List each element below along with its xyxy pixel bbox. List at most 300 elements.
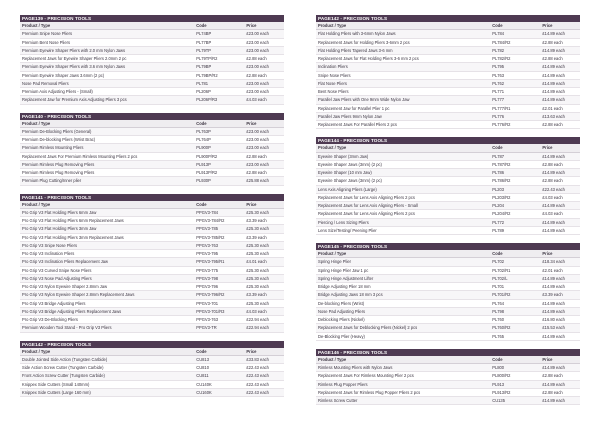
header-price: Price — [540, 144, 580, 152]
price-cell: £3.39 each — [540, 291, 580, 299]
price-cell: £25.30 each — [244, 274, 284, 282]
table-row — [20, 208, 284, 216]
code-cell: PL777/R1 — [490, 104, 540, 112]
header-product: Product / Type — [20, 120, 194, 128]
code-cell: PL203 — [490, 185, 540, 193]
table-row — [20, 144, 284, 152]
code-cell: PL77BP — [194, 38, 244, 46]
table-header-row — [316, 144, 580, 152]
price-cell: £2.88 each — [244, 71, 284, 79]
table-row — [20, 241, 284, 249]
header-price: Price — [244, 201, 284, 209]
table-header-row — [316, 22, 580, 30]
code-cell: PL786 — [490, 169, 540, 177]
code-cell: PL701 — [490, 283, 540, 291]
code-cell: PL771 — [490, 88, 540, 96]
product-cell: Nose Pad Adjusting Pliers — [316, 307, 490, 315]
table-row — [20, 46, 284, 54]
price-section — [316, 137, 580, 235]
product-cell: Rimless Plug Popper Pliers — [316, 380, 490, 388]
price-cell: £2.88 each — [540, 177, 580, 185]
table-row — [316, 266, 580, 274]
header-code: Code — [194, 348, 244, 356]
table-row — [20, 372, 284, 380]
price-cell: £23.00 each — [244, 160, 284, 168]
price-cell: £2.01 each — [540, 266, 580, 274]
price-section — [20, 113, 284, 186]
price-cell: £14.89 each — [540, 397, 580, 405]
code-cell: PPGV3-785/R2 — [194, 233, 244, 241]
header-code: Code — [490, 356, 540, 364]
code-cell: PPGV3-796/R2 — [194, 291, 244, 299]
code-cell: PL900P/R2 — [194, 152, 244, 160]
product-cell: Replacement Jaw for Parallel Plier 1 pc — [316, 104, 490, 112]
price-cell: £2.88 each — [244, 169, 284, 177]
table-row — [316, 274, 580, 282]
table-row — [20, 355, 284, 363]
product-cell: Rimless Screw Cutter — [316, 397, 490, 405]
code-cell: PL762 — [490, 79, 540, 87]
price-cell: £25.30 each — [244, 241, 284, 249]
price-section — [20, 15, 284, 105]
price-cell: £14.89 each — [540, 169, 580, 177]
product-cell: Eyewire Shaper Jaws (3mm) (2 pc) — [316, 160, 490, 168]
product-cell: Pro Grip V3 Nose Pad Adjusting Pliers — [20, 274, 194, 282]
code-cell: PL764 — [490, 299, 540, 307]
table-row — [316, 46, 580, 54]
table-row — [316, 79, 580, 87]
price-cell: £23.00 each — [244, 136, 284, 144]
price-cell: £2.01 each — [540, 104, 580, 112]
header-price: Price — [540, 22, 580, 30]
price-cell: £23.00 each — [244, 79, 284, 87]
product-cell: Replacement Jaws for Flat Holding Pliers 3-6 mm 2 pcs — [316, 55, 490, 63]
code-cell: PPGV3-784/R2 — [194, 217, 244, 225]
price-cell: £14.89 each — [540, 96, 580, 104]
price-cell: £14.89 each — [540, 274, 580, 282]
table-row — [316, 226, 580, 234]
product-cell: De-blocking Pliers (Wrist) — [316, 299, 490, 307]
product-cell: Premium Eyewire Shaper Jaws 3.6mm (2 pc) — [20, 71, 194, 79]
product-cell: De-Blocking Plier (Heavy) — [316, 332, 490, 340]
price-cell: £23.00 each — [244, 30, 284, 38]
price-table — [20, 120, 284, 186]
table-row — [316, 380, 580, 388]
product-cell: Bridge Adjusting Plier 18 mm — [316, 283, 490, 291]
price-cell: £4.03 each — [244, 307, 284, 315]
table-row — [316, 332, 580, 340]
product-cell: Replacement Jaws for Lens Axis Aligning Pliers - Small — [316, 202, 490, 210]
code-cell: PPGV3-701 — [194, 299, 244, 307]
table-row — [20, 177, 284, 185]
product-cell: Bridge Adjusting Jaws 18 mm 3 pcs — [316, 291, 490, 299]
code-cell: PPGV3-784 — [194, 208, 244, 216]
code-cell: PL789 — [490, 226, 540, 234]
code-cell: PPGV3-763 — [194, 316, 244, 324]
code-cell: PPGV3-798 — [194, 274, 244, 282]
table-row — [316, 364, 580, 372]
table-row — [316, 372, 580, 380]
table-row — [20, 217, 284, 225]
table-header-row — [20, 120, 284, 128]
price-cell: £2.88 each — [540, 388, 580, 396]
price-cell: £22.94 each — [244, 316, 284, 324]
code-cell: PL800 — [490, 364, 540, 372]
table-row — [316, 169, 580, 177]
product-cell: Replacement Jaws for Eyewire Shaper Pliers 2.0mm 2 pc — [20, 55, 194, 63]
table-row — [316, 160, 580, 168]
price-cell: £18.34 each — [540, 258, 580, 266]
product-cell: Replacement Jaws for Holding Pliers 3-6mm 2 pcs — [316, 38, 490, 46]
code-cell: PL764P — [194, 136, 244, 144]
header-product: Product / Type — [20, 201, 194, 209]
price-cell: £14.89 each — [540, 46, 580, 54]
table-row — [20, 364, 284, 372]
code-cell: PL702 — [490, 258, 540, 266]
code-cell: PPGV3-701/R3 — [194, 307, 244, 315]
header-product: Product / Type — [316, 22, 490, 30]
table-row — [20, 38, 284, 46]
product-cell: Pro Grip V3 Flat Holding Pliers 3mm Jaw — [20, 225, 194, 233]
table-row — [20, 71, 284, 79]
product-cell: Replacement Jaws For Premium Rimless Mounting Pliers 2 pcs — [20, 152, 194, 160]
code-cell: PL784/R2 — [490, 38, 540, 46]
price-table — [316, 250, 580, 341]
code-cell: PL702/L — [490, 274, 540, 282]
product-cell: Replacement Jaw for Premium Axis Adjusting Pliers 3 pcs — [20, 96, 194, 104]
price-cell: £14.89 each — [540, 152, 580, 160]
product-cell: Replacement Jaws for Lens Axis Aligning Pliers 2 pcs — [316, 210, 490, 218]
table-row — [316, 112, 580, 120]
price-section — [20, 194, 284, 333]
table-header-row — [20, 22, 284, 30]
code-cell: PL900P — [194, 144, 244, 152]
price-cell: £23.00 each — [244, 38, 284, 46]
table-row — [20, 299, 284, 307]
code-cell: PPGV3-796 — [194, 283, 244, 291]
product-cell: Pro Grip V3 Bridge Adjusting Pliers Replacement Jaws — [20, 307, 194, 315]
code-cell: PL913P/R2 — [194, 169, 244, 177]
table-row — [316, 283, 580, 291]
product-cell: Premium Rimless Mounting Pliers — [20, 144, 194, 152]
table-row — [316, 63, 580, 71]
product-cell: Pro Grip V3 De-Blocking Pliers — [20, 316, 194, 324]
section-title: PAGE146 - PRECISION TOOLS — [316, 349, 580, 356]
product-cell: Premium Rimless Plug Removing Pliers — [20, 169, 194, 177]
section-title: PAGE142 - PRECISION TOOLS — [316, 15, 580, 22]
table-row — [316, 210, 580, 218]
code-cell: PL760 — [490, 316, 540, 324]
table-row — [316, 30, 580, 38]
product-cell: Flat Holding Pliers with 3-6mm Nylon Jaws — [316, 30, 490, 38]
product-cell: Premium Eyewire Shaper Pliers with 2.0 mm Nylon Jaws — [20, 46, 194, 54]
table-row — [316, 291, 580, 299]
product-cell: Spring Hinge Plier — [316, 258, 490, 266]
code-cell: PPGV3-TR — [194, 324, 244, 332]
table-row — [20, 152, 284, 160]
header-code: Code — [194, 201, 244, 209]
section-title: PAGE142 - PRECISION TOOLS — [20, 341, 284, 348]
code-cell: PL913 — [490, 380, 540, 388]
table-row — [20, 88, 284, 96]
product-cell: Pro Grip V3 Flat Holding Pliers 3mm Replacement Jaws — [20, 233, 194, 241]
price-cell: £4.03 each — [540, 210, 580, 218]
price-cell: £14.89 each — [540, 226, 580, 234]
code-cell: PL782/R2 — [490, 55, 540, 63]
price-table — [316, 144, 580, 235]
table-row — [316, 307, 580, 315]
product-cell: Knippex Side Cutters (Small 140mm) — [20, 380, 194, 388]
price-cell: £14.89 each — [540, 71, 580, 79]
table-row — [20, 233, 284, 241]
product-cell: Inclination Pliers — [316, 63, 490, 71]
product-cell: Parallel Jaw Pliers 9mm Nylon Jaw — [316, 112, 490, 120]
code-cell: PL776 — [490, 112, 540, 120]
header-price: Price — [540, 356, 580, 364]
price-cell: £16.80 each — [540, 316, 580, 324]
table-row — [20, 96, 284, 104]
price-cell: £14.89 each — [540, 79, 580, 87]
price-cell: £4.03 each — [540, 193, 580, 201]
product-cell: Pro Grip V3 Bridge Adjusting Pliers — [20, 299, 194, 307]
product-cell: Premium De-blocking Pliers (Wrist Brac) — [20, 136, 194, 144]
price-cell: £25.30 each — [244, 266, 284, 274]
price-cell: £14.89 each — [540, 218, 580, 226]
price-cell: £2.88 each — [540, 121, 580, 129]
table-row — [316, 121, 580, 129]
header-price: Price — [540, 250, 580, 258]
product-cell: Spring Hinge Plier Jaw 1 pc — [316, 266, 490, 274]
code-cell: PL702/R1 — [490, 266, 540, 274]
product-cell: Pro Grip V3 Inclination Pliers Replacement Jaw — [20, 258, 194, 266]
price-cell: £23.00 each — [244, 63, 284, 71]
product-cell: Pro Grip V3 Inclination Pliers — [20, 250, 194, 258]
table-row — [316, 177, 580, 185]
price-section — [20, 341, 284, 398]
header-price: Price — [244, 22, 284, 30]
code-cell: PL204 — [490, 202, 540, 210]
product-cell: Premium Plug Cutting/Inner plier — [20, 177, 194, 185]
header-product: Product / Type — [316, 356, 490, 364]
code-cell: PL776/R2 — [490, 121, 540, 129]
code-cell: PL763 — [490, 71, 540, 79]
price-table — [316, 356, 580, 406]
product-cell: Pro Grip V3 Snipe Nose Pliers — [20, 241, 194, 249]
table-row — [316, 388, 580, 396]
price-cell: £22.94 each — [244, 324, 284, 332]
code-cell: PL781 — [194, 79, 244, 87]
table-row — [20, 63, 284, 71]
header-price: Price — [244, 120, 284, 128]
product-cell: Pro Grip V3 Nylon Eyewire Shaper 2.8mm Jaw — [20, 283, 194, 291]
product-cell: Rimless Mounting Pliers with Nylon Jaws — [316, 364, 490, 372]
price-cell: £23.00 each — [244, 46, 284, 54]
price-cell: £23.00 each — [244, 88, 284, 96]
left-column — [20, 15, 284, 405]
price-cell: £25.30 each — [244, 299, 284, 307]
price-table — [20, 348, 284, 398]
code-cell: PL787 — [490, 152, 540, 160]
code-cell: PPGV3-795 — [194, 250, 244, 258]
code-cell: PPGV3-775 — [194, 266, 244, 274]
product-cell: Eyewire Shaper (3mm Jaw) — [316, 152, 490, 160]
table-row — [316, 316, 580, 324]
price-cell: £22.43 each — [244, 372, 284, 380]
product-cell: Premium Bent Nose Pliers — [20, 38, 194, 46]
table-row — [20, 250, 284, 258]
section-title: PAGE144 - PRECISION TOOLS — [316, 137, 580, 144]
table-row — [20, 258, 284, 266]
header-code: Code — [490, 250, 540, 258]
price-cell: £14.89 each — [540, 364, 580, 372]
code-cell: CU135 — [490, 397, 540, 405]
table-row — [20, 160, 284, 168]
price-cell: £25.30 each — [244, 283, 284, 291]
table-row — [20, 127, 284, 135]
table-row — [20, 169, 284, 177]
code-cell: PL798 — [490, 307, 540, 315]
price-cell: £23.00 each — [244, 144, 284, 152]
table-row — [316, 299, 580, 307]
price-cell: £2.88 each — [244, 152, 284, 160]
product-cell: Premium Axis Adjusting Pliers - (Small) — [20, 88, 194, 96]
table-row — [20, 307, 284, 315]
code-cell: PL786/R2 — [490, 177, 540, 185]
section-title: PAGE145 - PRECISION TOOLS — [316, 243, 580, 250]
product-cell: Deblocking Pliers (Nickel) — [316, 316, 490, 324]
price-cell: £25.88 each — [244, 177, 284, 185]
price-cell: £4.01 each — [244, 258, 284, 266]
table-row — [20, 291, 284, 299]
table-row — [20, 30, 284, 38]
price-section — [316, 15, 580, 129]
price-section — [316, 243, 580, 341]
table-row — [316, 397, 580, 405]
table-row — [316, 96, 580, 104]
code-cell: PL930P — [194, 177, 244, 185]
price-cell: £22.43 each — [244, 380, 284, 388]
price-cell: £14.89 each — [540, 332, 580, 340]
price-section — [316, 349, 580, 406]
product-cell: Replacement Jaws For Rimless Mounting Plier 2 pcs — [316, 372, 490, 380]
product-cell: Premium De-Blocking Pliers (General) — [20, 127, 194, 135]
header-product: Product / Type — [20, 22, 194, 30]
code-cell: PL765 — [490, 332, 540, 340]
code-cell: PL206P/R3 — [194, 96, 244, 104]
price-cell: £3.39 each — [244, 233, 284, 241]
price-cell: £3.39 each — [244, 217, 284, 225]
price-cell: £13.63 each — [540, 112, 580, 120]
price-cell: £23.00 each — [244, 127, 284, 135]
table-row — [20, 55, 284, 63]
table-header-row — [316, 250, 580, 258]
price-cell: £25.30 each — [244, 250, 284, 258]
price-cell: £33.83 each — [244, 355, 284, 363]
table-row — [316, 218, 580, 226]
table-row — [316, 193, 580, 201]
product-cell: Side Action Screw Cutter (Tungsten Carbide) — [20, 364, 194, 372]
table-row — [316, 104, 580, 112]
code-cell: PPGV3-785 — [194, 225, 244, 233]
code-cell: PL913P — [194, 160, 244, 168]
code-cell: PL760/R2 — [490, 324, 540, 332]
product-cell: Pro Grip V3 Curved Snipe Nose Pliers — [20, 266, 194, 274]
product-cell: Replacement Jaws for Rimless Plug Popper Pliers 2 pcs — [316, 388, 490, 396]
product-cell: Pro Grip V3 Nylon Eyewire Shaper 2.8mm Replacement Jaws — [20, 291, 194, 299]
price-cell: £14.89 each — [540, 380, 580, 388]
code-cell: PL913/R2 — [490, 388, 540, 396]
code-cell: PL795 — [490, 63, 540, 71]
product-cell: Premium Wooden Tool Stand - Pro Grip V3 Pliers — [20, 324, 194, 332]
header-code: Code — [490, 144, 540, 152]
code-cell: PL79TP — [194, 46, 244, 54]
product-cell: Knippex Side Cutters (Large 160 mm) — [20, 388, 194, 396]
right-column — [316, 15, 580, 413]
section-title: PAGE140 - PRECISION TOOLS — [20, 113, 284, 120]
price-cell: £2.88 each — [540, 38, 580, 46]
header-price: Price — [244, 348, 284, 356]
table-row — [316, 55, 580, 63]
table-header-row — [20, 201, 284, 209]
code-cell: PL203/R2 — [490, 193, 540, 201]
product-cell: Lens Axis Aligning Pliers (Large) — [316, 185, 490, 193]
table-row — [316, 38, 580, 46]
price-cell: £14.89 each — [540, 307, 580, 315]
product-cell: Parallel Jaw Pliers with One 9mm Wide Nylon Jaw — [316, 96, 490, 104]
price-cell: £22.43 each — [540, 185, 580, 193]
code-cell: PL763P — [194, 127, 244, 135]
product-cell: Premium Snipe Nose Pliers — [20, 30, 194, 38]
table-row — [20, 225, 284, 233]
code-cell: PL79BP — [194, 63, 244, 71]
code-cell: PL782 — [490, 46, 540, 54]
price-cell: £14.89 each — [540, 30, 580, 38]
price-cell: £14.89 each — [540, 63, 580, 71]
code-cell: CU140K — [194, 380, 244, 388]
table-header-row — [316, 356, 580, 364]
section-title: PAGE139 - PRECISION TOOLS — [20, 15, 284, 22]
table-row — [20, 388, 284, 396]
code-cell: PL800/R2 — [490, 372, 540, 380]
price-table — [316, 22, 580, 129]
table-row — [316, 71, 580, 79]
code-cell: PL701/R2 — [490, 291, 540, 299]
code-cell: PPGV3-795/R1 — [194, 258, 244, 266]
price-cell: £2.88 each — [540, 55, 580, 63]
product-cell: Spring Hinge Adjustment Lifter — [316, 274, 490, 282]
product-cell: Flat Nose Pliers — [316, 79, 490, 87]
code-cell: PL772 — [490, 218, 540, 226]
table-row — [316, 324, 580, 332]
product-cell: Replacement Jaws for Lens Axis Aligning Pliers 2 pcs — [316, 193, 490, 201]
price-cell: £14.89 each — [540, 88, 580, 96]
price-cell: £22.43 each — [244, 364, 284, 372]
table-row — [20, 274, 284, 282]
price-cell: £2.88 each — [244, 55, 284, 63]
product-cell: Eyewire Shaper (10 mm Jaw) — [316, 169, 490, 177]
product-cell: Premium Eyewire Shaper Pliers with 3.6 mm Nylon Jaws — [20, 63, 194, 71]
header-product: Product / Type — [316, 250, 490, 258]
header-product: Product / Type — [316, 144, 490, 152]
product-cell: Eyewire Shaper Jaws (3mm) (2 pc) — [316, 177, 490, 185]
table-row — [20, 266, 284, 274]
table-row — [20, 380, 284, 388]
table-row — [316, 202, 580, 210]
product-cell: Flat Holding Pliers Tapered Jaws 3-6 mm — [316, 46, 490, 54]
product-cell: Lens Size/Testing/ Peening Plier — [316, 226, 490, 234]
code-cell: CU813 — [194, 355, 244, 363]
price-cell: £14.89 each — [540, 299, 580, 307]
